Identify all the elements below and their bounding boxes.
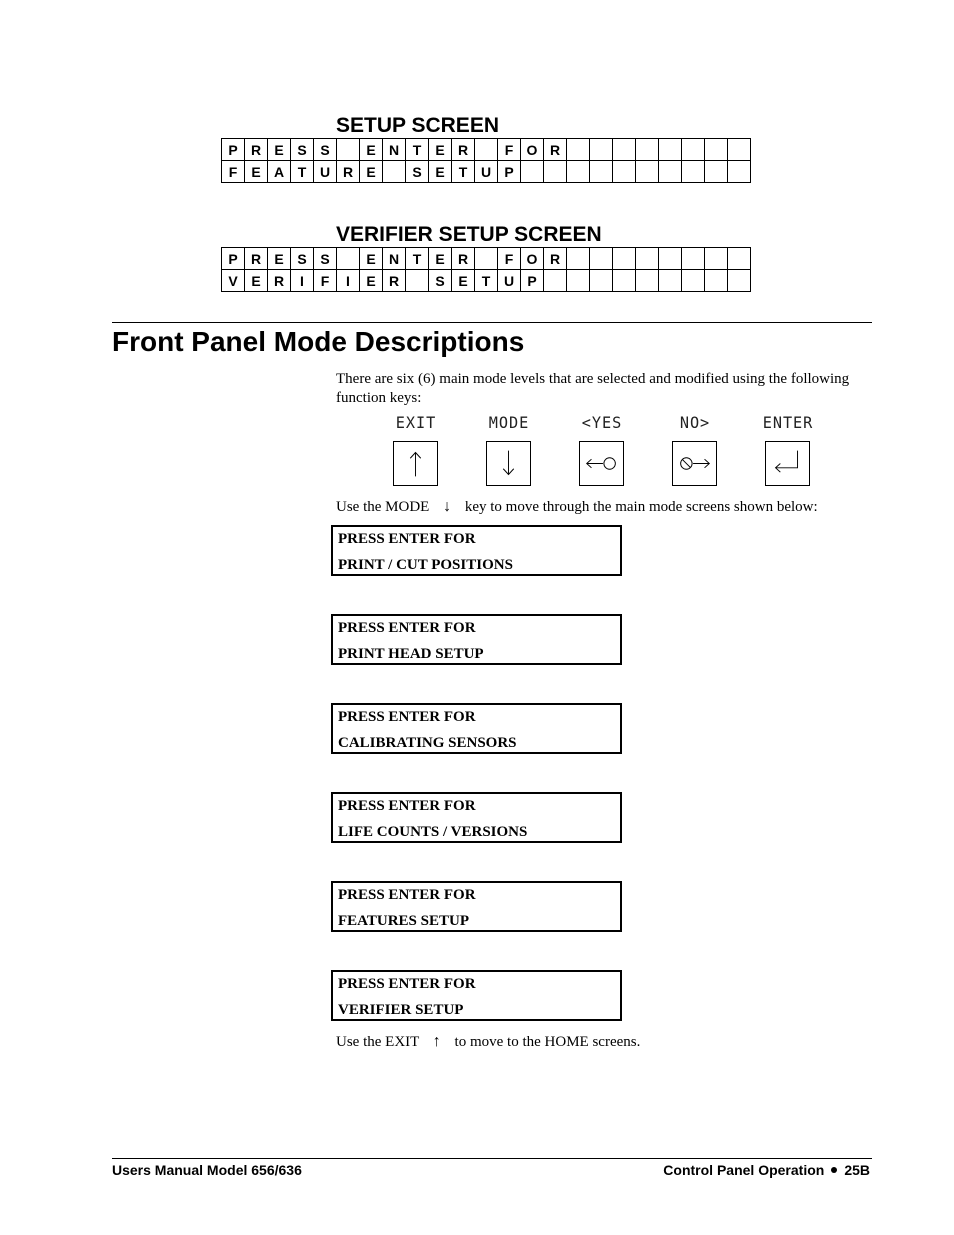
lcd-cell: S — [291, 248, 314, 270]
lcd-cell: E — [268, 248, 291, 270]
lcd-cell: E — [452, 270, 475, 292]
lcd-cell — [659, 139, 682, 161]
lcd-row — [222, 248, 751, 270]
lcd-cell: E — [245, 270, 268, 292]
lcd-cell — [705, 139, 728, 161]
setup-screen-display — [221, 138, 751, 183]
mode-screen-line2: PRINT HEAD SETUP — [338, 646, 484, 662]
lcd-cell — [659, 161, 682, 183]
lcd-cell — [705, 270, 728, 292]
lcd-cell — [383, 161, 406, 183]
lcd-cell — [544, 161, 567, 183]
lcd-cell: N — [383, 139, 406, 161]
lcd-cell — [406, 270, 429, 292]
lcd-cell: I — [337, 270, 360, 292]
lcd-cell: R — [452, 139, 475, 161]
lcd-cell — [590, 248, 613, 270]
lcd-cell — [613, 161, 636, 183]
lcd-cell: S — [291, 139, 314, 161]
lcd-cell — [590, 161, 613, 183]
lcd-cell — [682, 270, 705, 292]
lcd-cell: S — [314, 139, 337, 161]
lcd-cell: P — [521, 270, 544, 292]
lcd-cell: P — [222, 139, 245, 161]
footer-page-info — [663, 1161, 870, 1179]
down-arrow-icon: ↓ — [443, 498, 452, 515]
mode-screen-life-counts-versions — [331, 792, 622, 843]
lcd-cell: F — [498, 248, 521, 270]
yes-key-label: <YES — [581, 413, 623, 432]
up-arrow-icon: ↑ — [432, 1033, 441, 1050]
lcd-cell — [728, 161, 751, 183]
lcd-cell: A — [268, 161, 291, 183]
lcd-cell — [659, 270, 682, 292]
lcd-cell: R — [337, 161, 360, 183]
lcd-cell: S — [406, 161, 429, 183]
lcd-cell — [567, 139, 590, 161]
enter-return-icon — [766, 441, 809, 486]
lcd-cell: E — [245, 161, 268, 183]
lcd-cell: R — [268, 270, 291, 292]
lcd-cell — [613, 270, 636, 292]
exit-instruction-before: Use the EXIT — [336, 1034, 420, 1050]
lcd-cell — [337, 248, 360, 270]
lcd-cell: N — [383, 248, 406, 270]
lcd-cell: T — [291, 161, 314, 183]
lcd-cell: E — [429, 139, 452, 161]
lcd-cell — [659, 248, 682, 270]
mode-screen-line1: PRESS ENTER FOR — [338, 798, 476, 814]
lcd-cell: E — [360, 139, 383, 161]
lcd-cell: E — [268, 139, 291, 161]
mode-screen-print-cut-positions — [331, 525, 622, 576]
exit-key[interactable] — [393, 441, 438, 486]
lcd-cell: P — [498, 161, 521, 183]
mode-screen-line2: VERIFIER SETUP — [338, 1002, 464, 1018]
setup-screen-title: SETUP SCREEN — [336, 114, 499, 137]
lcd-cell: E — [360, 161, 383, 183]
verifier-setup-screen-display — [221, 247, 751, 292]
mode-screen-line1: PRESS ENTER FOR — [338, 887, 476, 903]
mode-screen-line2: LIFE COUNTS / VERSIONS — [338, 824, 528, 840]
lcd-cell: T — [406, 139, 429, 161]
mode-screen-verifier-setup — [331, 970, 622, 1021]
mode-screen-features-setup — [331, 881, 622, 932]
yes-key[interactable] — [579, 441, 624, 486]
lcd-cell: E — [360, 270, 383, 292]
intro-paragraph: There are six (6) main mode levels that are selected and modified using the following function keys: — [336, 371, 850, 406]
lcd-cell: P — [222, 248, 245, 270]
mode-screen-line1: PRESS ENTER FOR — [338, 976, 476, 992]
lcd-cell — [728, 248, 751, 270]
lcd-cell: F — [222, 161, 245, 183]
section-heading: Front Panel Mode Descriptions — [112, 326, 525, 357]
lcd-cell: R — [245, 139, 268, 161]
lcd-cell: S — [429, 270, 452, 292]
lcd-cell — [705, 248, 728, 270]
lcd-cell — [682, 139, 705, 161]
lcd-cell — [475, 139, 498, 161]
lcd-cell: I — [291, 270, 314, 292]
lcd-cell — [728, 270, 751, 292]
slashed-circle-right-arrow-icon — [673, 441, 716, 486]
lcd-row — [222, 270, 751, 292]
down-arrow-icon — [487, 441, 530, 486]
mode-key-label: MODE — [488, 413, 530, 432]
lcd-cell: O — [521, 139, 544, 161]
mode-screen-calibrating-sensors — [331, 703, 622, 754]
lcd-cell — [636, 139, 659, 161]
lcd-cell — [521, 161, 544, 183]
lcd-cell: U — [498, 270, 521, 292]
enter-key-label: ENTER — [762, 413, 814, 432]
mode-key[interactable] — [486, 441, 531, 486]
lcd-cell — [613, 248, 636, 270]
exit-instruction — [336, 1032, 640, 1052]
lcd-cell — [475, 248, 498, 270]
lcd-cell — [728, 139, 751, 161]
footer-page-number: 25B — [844, 1162, 870, 1178]
footer-section-name: Control Panel Operation — [663, 1162, 825, 1178]
lcd-cell — [567, 270, 590, 292]
no-key-label: NO> — [679, 413, 711, 432]
lcd-cell: U — [314, 161, 337, 183]
mode-screen-line2: FEATURES SETUP — [338, 913, 470, 929]
lcd-cell — [705, 161, 728, 183]
footer-divider — [112, 1158, 872, 1159]
exit-key-label: EXIT — [395, 413, 437, 432]
mode-screen-line1: PRESS ENTER FOR — [338, 531, 476, 547]
mode-screen-line2: CALIBRATING SENSORS — [338, 735, 517, 751]
lcd-row — [222, 139, 751, 161]
lcd-cell: V — [222, 270, 245, 292]
lcd-cell — [636, 161, 659, 183]
bullet-icon — [831, 1167, 837, 1173]
mode-screen-line1: PRESS ENTER FOR — [338, 709, 476, 725]
exit-instruction-after: to move to the HOME screens. — [454, 1034, 641, 1050]
verifier-setup-screen-title: VERIFIER SETUP SCREEN — [336, 223, 602, 246]
lcd-cell: T — [452, 161, 475, 183]
mode-screen-print-head-setup — [331, 614, 622, 665]
lcd-cell: E — [429, 161, 452, 183]
lcd-cell: R — [452, 248, 475, 270]
left-arrow-circle-icon — [580, 441, 623, 486]
lcd-cell — [613, 139, 636, 161]
lcd-cell: F — [314, 270, 337, 292]
lcd-cell — [636, 248, 659, 270]
lcd-cell — [682, 161, 705, 183]
mode-instruction-after: key to move through the main mode screens shown below: — [464, 499, 818, 515]
lcd-cell: R — [245, 248, 268, 270]
lcd-cell: F — [498, 139, 521, 161]
mode-instruction-before: Use the MODE — [336, 499, 430, 515]
lcd-cell — [337, 139, 360, 161]
lcd-cell: E — [429, 248, 452, 270]
lcd-cell: R — [544, 248, 567, 270]
lcd-cell: U — [475, 161, 498, 183]
lcd-cell: T — [406, 248, 429, 270]
lcd-cell — [567, 248, 590, 270]
lcd-cell — [682, 248, 705, 270]
footer-manual-title: Users Manual Model 656/636 — [112, 1162, 302, 1178]
lcd-cell — [636, 270, 659, 292]
lcd-cell: E — [360, 248, 383, 270]
lcd-cell — [590, 270, 613, 292]
enter-key[interactable] — [765, 441, 810, 486]
lcd-cell: S — [314, 248, 337, 270]
mode-instruction — [336, 497, 818, 517]
lcd-cell: R — [544, 139, 567, 161]
lcd-cell: O — [521, 248, 544, 270]
lcd-row — [222, 161, 751, 183]
mode-screen-line1: PRESS ENTER FOR — [338, 620, 476, 636]
up-arrow-icon — [394, 441, 437, 486]
lcd-cell: R — [383, 270, 406, 292]
lcd-cell — [567, 161, 590, 183]
lcd-cell: T — [475, 270, 498, 292]
lcd-cell — [590, 139, 613, 161]
no-key[interactable] — [672, 441, 717, 486]
lcd-cell — [544, 270, 567, 292]
mode-screen-line2: PRINT / CUT POSITIONS — [338, 557, 513, 573]
section-divider — [112, 322, 872, 323]
